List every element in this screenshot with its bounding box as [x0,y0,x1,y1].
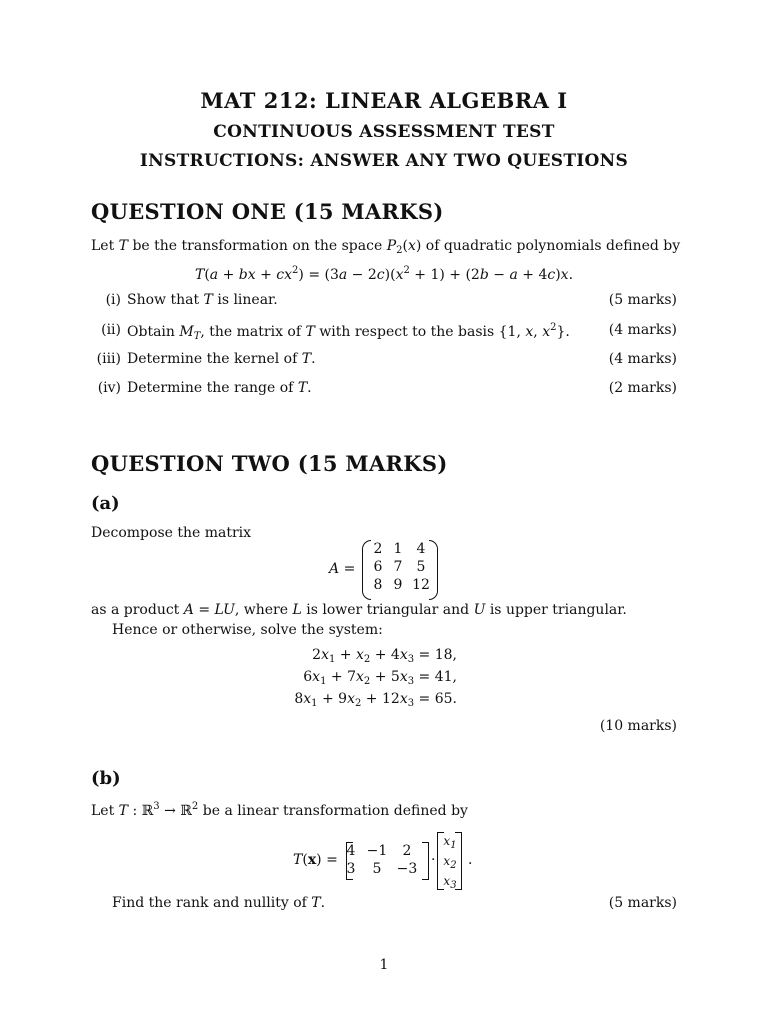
equation-2: $6x_1 + 7x_2 + 5x_3 = 41$, [303,669,457,687]
item-marks: (5 marks) [608,292,677,308]
t-of-x-label: T(x) = [293,852,338,868]
instructions: INSTRUCTIONS: ANSWER ANY TWO QUESTIONS [139,151,629,171]
matrix-entry: 5 [372,861,382,877]
matrix-entry: 4 [346,843,356,859]
question-one-heading: QUESTION ONE (15 MARKS) [91,199,444,224]
q1-transformation-formula: T(a + bx + $cx^2) = (3a - 2c)(x^2 + 1) + (2b - a + 4c)x$. [194,265,574,283]
vector-entry-x1: $x_1$ [443,834,457,851]
item-marks: (4 marks) [608,351,677,367]
item-text: Obtain $M_T$, the matrix of T with respect to the basis {1, x, $x^2$}. [127,322,570,342]
right-bracket [455,832,462,890]
right-bracket [422,842,429,880]
equation-3: $8x_1 + 9x_2 + 12x_3 = 65$. [294,691,457,709]
lu-statement: as a product A = LU, where L is lower triangular and U is upper triangular. [91,602,627,618]
part-a-marks: (10 marks) [599,718,677,734]
part-b-question: Find the rank and nullity of T. [112,895,326,911]
matrix-a-entries [368,541,434,593]
item-marks: (2 marks) [608,380,677,396]
part-b-marks: (5 marks) [608,895,677,911]
matrix-entry: 1 [393,541,403,557]
item-text: Determine the kernel of T. [127,351,316,367]
matrix-entry: 4 [416,541,426,557]
test-title: CONTINUOUS ASSESSMENT TEST [213,122,555,142]
part-a-label: (a) [91,493,120,514]
matrix-entry: 3 [346,861,356,877]
vector-entry-x3: $x_3$ [443,874,457,891]
matrix-entry: 8 [373,577,383,593]
item-number: (i) [105,292,121,308]
hence-statement: Hence or otherwise, solve the system: [112,622,383,638]
question-two-heading: QUESTION TWO (15 MARKS) [91,451,448,476]
matrix-entry: −3 [396,861,418,877]
item-text: Show that T is linear. [127,292,278,308]
part-b-intro: Let T : ℝ$^3$ → ℝ$^2$ be a linear transformation defined by [91,801,468,819]
item-number: (iv) [97,380,121,396]
matrix-entry: 7 [393,559,403,575]
right-parenthesis [429,540,438,600]
period: . [468,852,473,868]
matrix-a-label: A = [329,561,356,577]
matrix-entry: 6 [373,559,383,575]
matrix-entry: 2 [373,541,383,557]
equation-1: $2x_1 + x_2 + 4x_3 = 18$, [312,647,457,665]
item-number: (ii) [101,322,121,338]
q1-intro: Let T be the transformation on the space $P_2(x)$ of quadratic polynomials defined by [91,238,681,256]
matrix-entry: 5 [416,559,426,575]
matrix-a [362,540,438,598]
matrix-entry: 12 [412,577,430,593]
part-b-label: (b) [91,768,121,789]
t-matrix-entries [340,843,422,877]
item-marks: (4 marks) [608,322,677,338]
item-number: (iii) [96,351,121,367]
part-a-intro: Decompose the matrix [91,525,252,541]
vector-entry-x2: $x_2$ [443,854,457,871]
page-number: 1 [379,957,389,973]
item-text: Determine the range of T. [127,380,312,396]
matrix-entry: 2 [402,843,412,859]
multiplication-dot: · [431,852,436,868]
matrix-entry: 9 [393,577,403,593]
matrix-entry: −1 [366,843,388,859]
course-title: MAT 212: LINEAR ALGEBRA I [200,88,568,113]
